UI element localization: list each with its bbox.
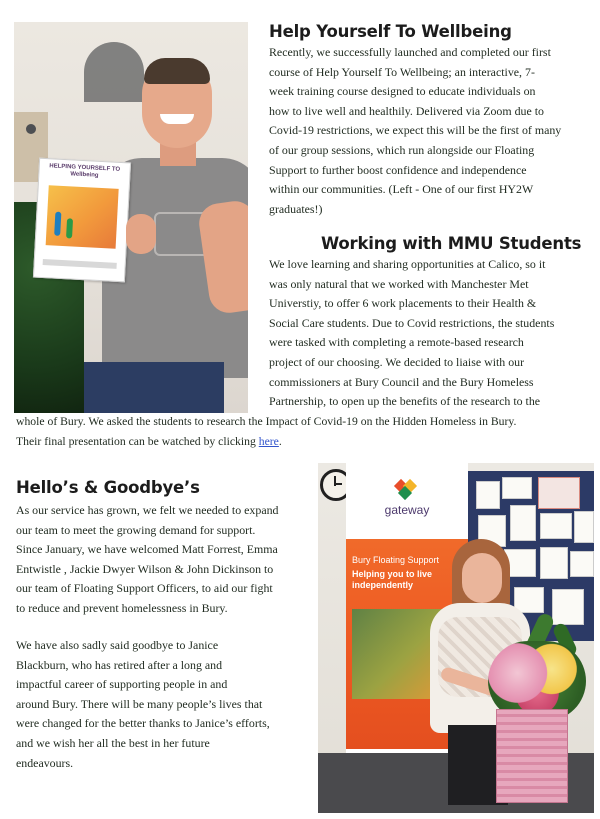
text-line: of our group sessions, which run alongside our Floating bbox=[269, 142, 535, 157]
text-span: . bbox=[278, 434, 282, 448]
gift-box bbox=[496, 709, 568, 803]
course-booklet bbox=[33, 158, 131, 283]
mmu-heading: Working with MMU Students bbox=[321, 234, 582, 253]
text-line: We have also sadly said goodbye to Janice bbox=[16, 638, 219, 652]
text-line: were changed for the better thanks to Janice’s efforts, bbox=[16, 716, 270, 731]
retirement-photo bbox=[318, 463, 594, 813]
hair bbox=[144, 58, 210, 84]
hand bbox=[126, 214, 156, 254]
text-line: Social Care students. Due to Covid restrictions, the students bbox=[269, 315, 555, 330]
text-line: were tasked with completing a remote-based research bbox=[269, 335, 524, 350]
text-line: graduates!) bbox=[269, 201, 323, 216]
text-line: week training course designed to educate individuals on bbox=[269, 84, 536, 99]
banner-line: Bury Floating Support bbox=[352, 555, 440, 565]
text-line: impactful career of supporting people in and bbox=[16, 677, 228, 692]
booklet-figure bbox=[66, 218, 73, 238]
wellbeing-paragraph bbox=[269, 43, 599, 219]
text-line: Entwistle , Jackie Dwyer Wilson & John Dickinson to bbox=[16, 561, 274, 576]
hello-goodbye-heading: Hello’s & Goodbye’s bbox=[16, 478, 200, 497]
jeans bbox=[84, 362, 224, 413]
text-line: project of our choosing. We decided to liaise with our bbox=[269, 354, 525, 369]
text-line bbox=[16, 432, 598, 452]
text-line: Since January, we have welcomed Matt Forrest, Emma bbox=[16, 542, 278, 557]
text-line: course of Help Yourself To Wellbeing; an interactive, 7- bbox=[269, 64, 535, 79]
text-line: how to live well and healthily. Delivered via Zoom due to bbox=[269, 103, 544, 118]
text-line: was only natural that we worked with Manchester Met bbox=[269, 276, 529, 291]
text-line: As our service has grown, we felt we needed to expand bbox=[16, 503, 279, 517]
text-line: Blackburn, who has retired after a long and bbox=[16, 657, 223, 672]
text-line: commissioners at Bury Council and the Bury Homeless bbox=[269, 374, 534, 389]
mmu-paragraph bbox=[269, 255, 599, 412]
gateway-logo bbox=[396, 481, 416, 499]
text-line: within our communities. (Left - One of our first HY2W bbox=[269, 182, 534, 197]
booklet-title: HELPING YOURSELF TO Wellbeing bbox=[49, 163, 121, 179]
text-line: Covid-19 restrictions, we expect this will be the first of many bbox=[269, 123, 562, 138]
text-line: our team to meet the growing demand for support. bbox=[16, 522, 256, 537]
wellbeing-heading: Help Yourself To Wellbeing bbox=[269, 22, 512, 41]
banner-brand: gateway bbox=[384, 503, 430, 517]
text-line: around Bury. There will be many people’s lives that bbox=[16, 696, 263, 711]
text-line: Support to further boost confidence and independence bbox=[269, 162, 527, 177]
face bbox=[462, 553, 502, 603]
wall-decoration bbox=[26, 124, 36, 134]
text-line: Recently, we successfully launched and completed our first bbox=[269, 45, 551, 59]
wall-decoration bbox=[84, 42, 144, 102]
goodbye-paragraph bbox=[16, 636, 316, 773]
text-line: endeavours. bbox=[16, 755, 74, 770]
smile bbox=[160, 114, 194, 124]
mmu-paragraph-continued bbox=[16, 412, 598, 451]
text-line: Universtiy, to offer 6 work placements to their Health & bbox=[269, 296, 537, 311]
hello-paragraph bbox=[16, 501, 316, 619]
text-span: Their final presentation can be watched by clicking bbox=[16, 434, 259, 448]
banner-line: Helping you to live independently bbox=[352, 569, 433, 590]
text-line: Partnership, to open up the benefits of the research to the bbox=[269, 394, 541, 409]
graduate-photo bbox=[14, 22, 248, 413]
text-line: to reduce and prevent homelessness in Bury. bbox=[16, 600, 228, 615]
booklet-figure bbox=[54, 212, 61, 236]
booklet-footer bbox=[43, 259, 117, 269]
text-line: whole of Bury. We asked the students to research the Impact of Covid-19 on the Hidden Homeless in Bury. bbox=[16, 415, 517, 428]
presentation-link[interactable]: here bbox=[258, 434, 279, 448]
text-line: We love learning and sharing opportunities at Calico, so it bbox=[269, 257, 546, 271]
text-line: our team of Floating Support Officers, to aid our fight bbox=[16, 581, 273, 596]
text-line: and we wish her all the best in her future bbox=[16, 735, 210, 750]
